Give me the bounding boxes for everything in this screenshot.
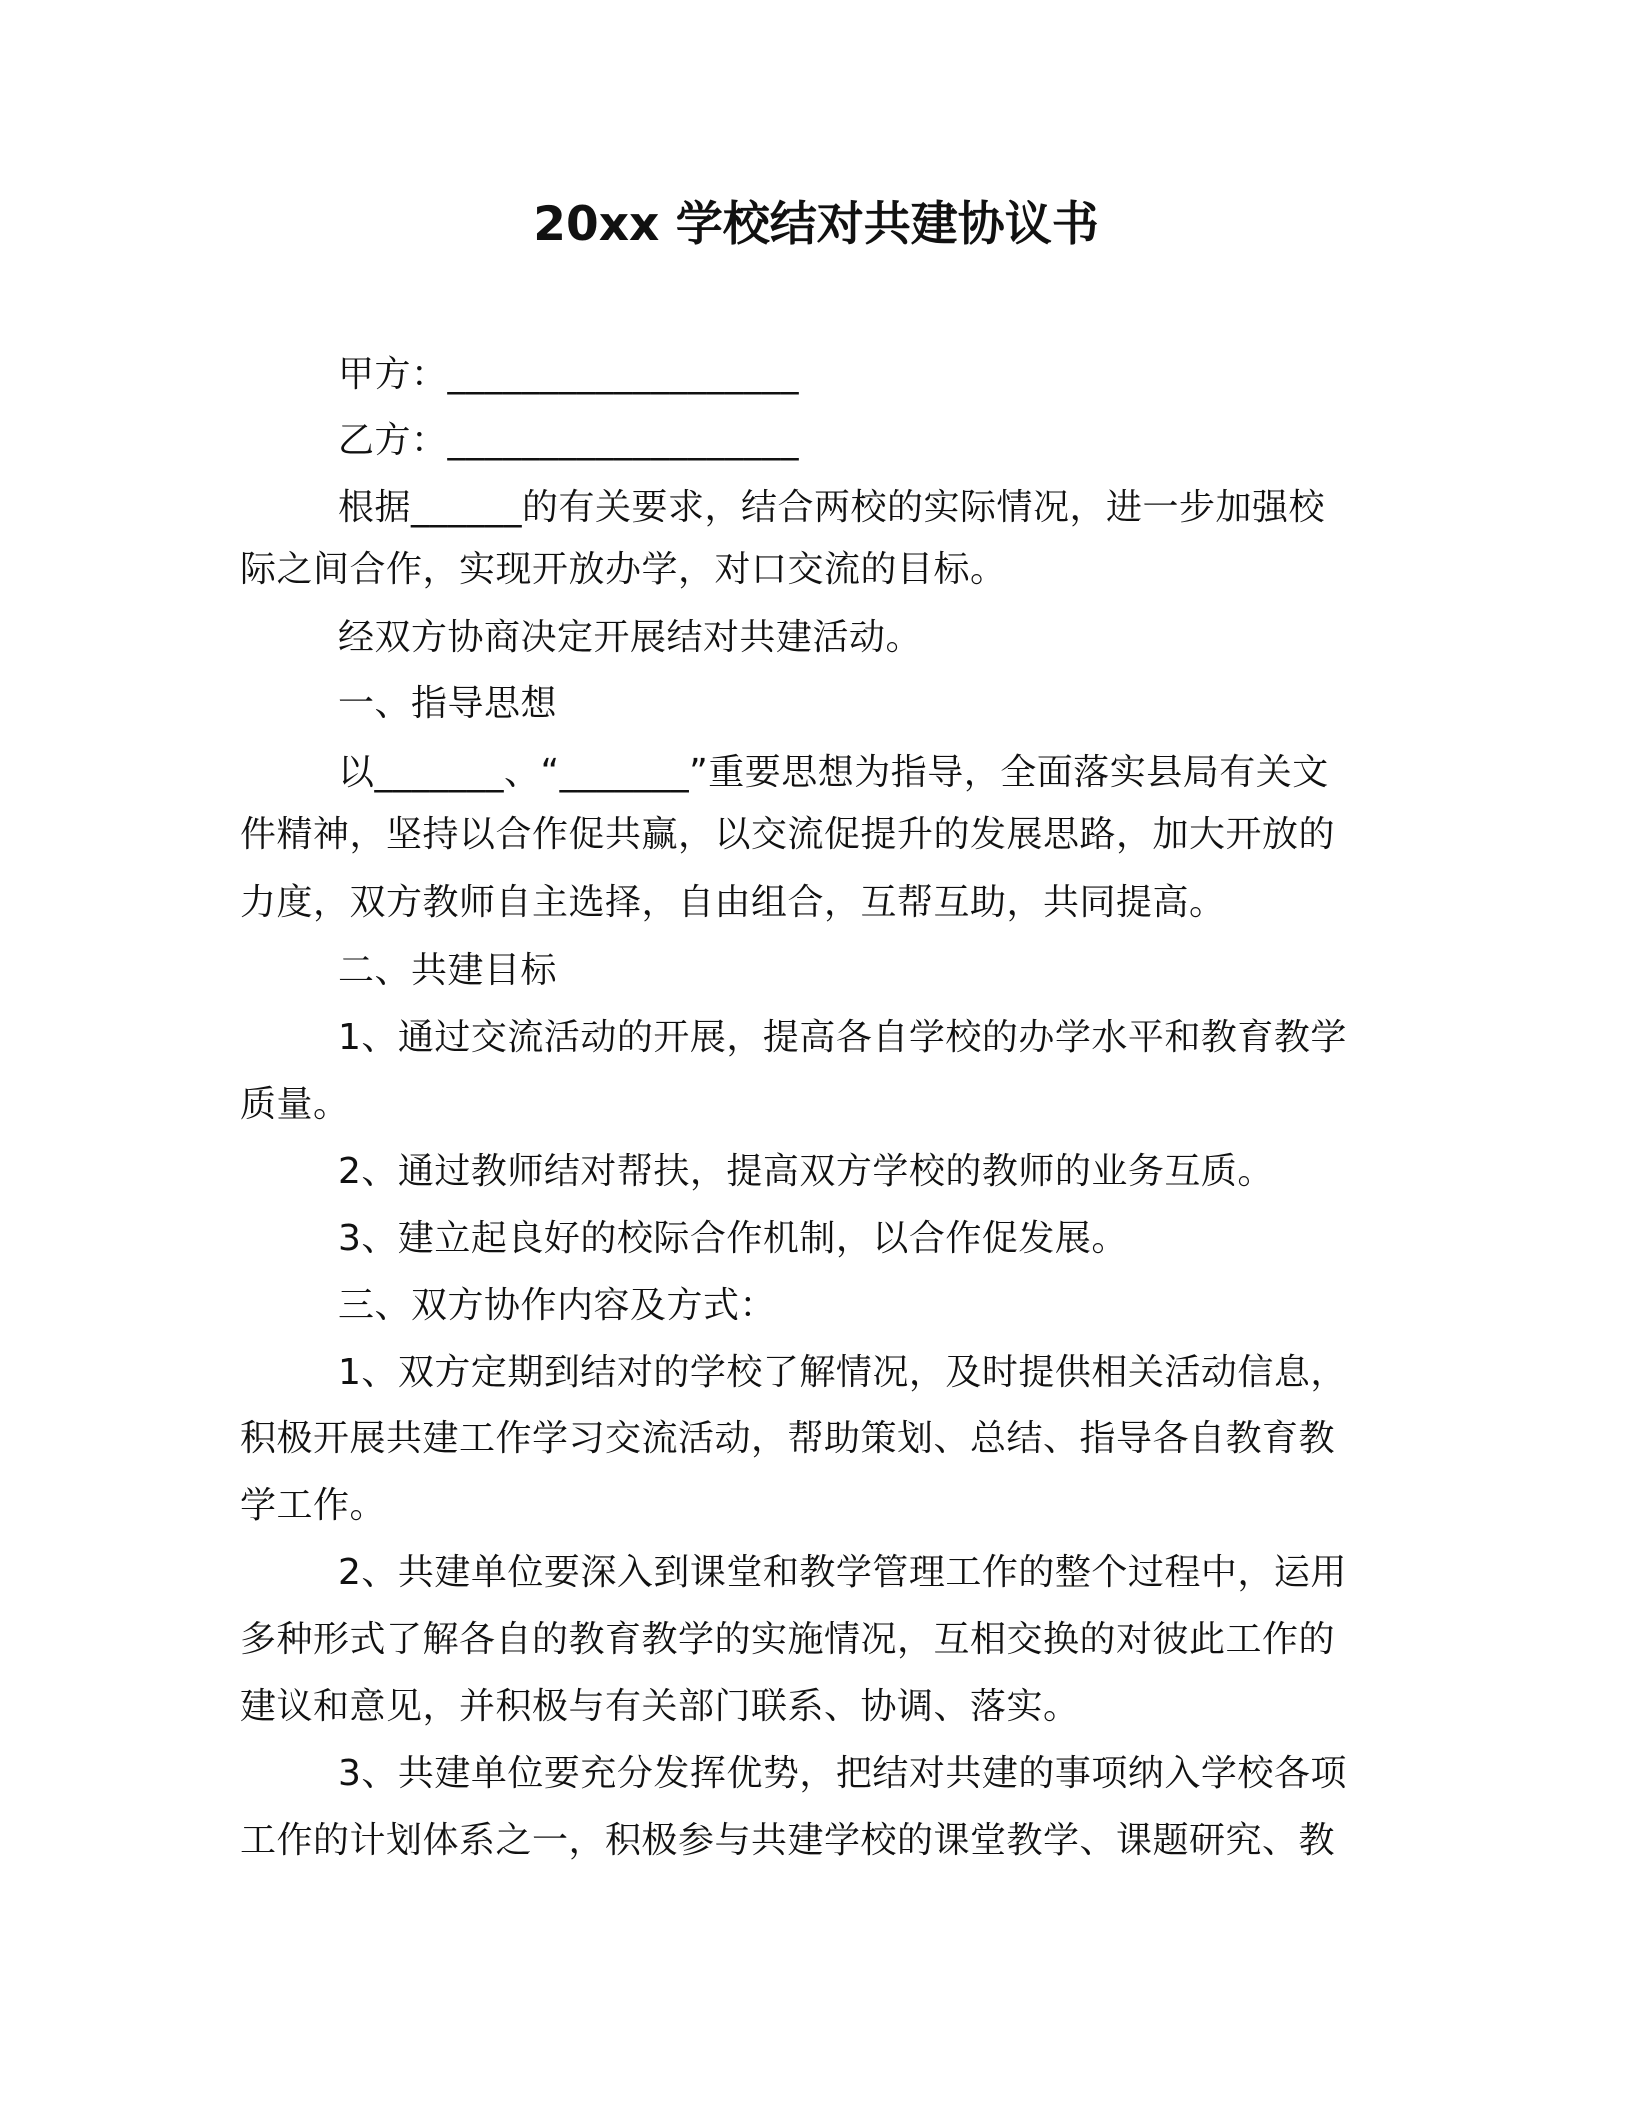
content-1-line-1: 1、双方定期到结对的学校了解情况，及时提供相关活动信息， xyxy=(338,1352,1347,1393)
content-3-line-1: 3、共建单位要充分发挥优势，把结对共建的事项纳入学校各项 xyxy=(338,1753,1347,1794)
content-2-line-2: 多种形式了解各自的教育教学的实施情况，互相交换的对彼此工作的 xyxy=(240,1619,1336,1660)
content-2-line-3: 建议和意见，并积极与有关部门联系、协调、落实。 xyxy=(240,1686,1080,1727)
content-1-line-2: 积极开展共建工作学习交流活动，帮助策划、总结、指导各自教育教 xyxy=(240,1418,1336,1459)
party-b-line: 乙方：___________________ xyxy=(338,420,800,461)
intro-line-2: 际之间合作，实现开放办学，对口交流的目标。 xyxy=(240,549,1007,590)
decision-line: 经双方协商决定开展结对共建活动。 xyxy=(338,617,923,658)
section-3-heading: 三、双方协作内容及方式： xyxy=(338,1285,777,1326)
goal-3-line: 3、建立起良好的校际合作机制，以合作促发展。 xyxy=(338,1218,1128,1259)
party-a-line: 甲方：___________________ xyxy=(338,354,800,395)
section-1-heading: 一、指导思想 xyxy=(338,683,558,724)
content-1-line-3: 学工作。 xyxy=(240,1485,387,1526)
content-3-line-2: 工作的计划体系之一，积极参与共建学校的课堂教学、课题研究、教 xyxy=(240,1820,1336,1861)
section-1-line-3: 力度，双方教师自主选择，自由组合，互帮互助，共同提高。 xyxy=(240,882,1226,923)
document-title: 20xx 学校结对共建协议书 xyxy=(533,197,1099,252)
content-2-line-1: 2、共建单位要深入到课堂和教学管理工作的整个过程中，运用 xyxy=(338,1552,1347,1593)
intro-line-1: 根据______的有关要求，结合两校的实际情况，进一步加强校 xyxy=(338,487,1326,528)
section-1-line-1: 以_______、“_______”重要思想为指导，全面落实县局有关文 xyxy=(338,752,1329,793)
section-1-line-2: 件精神，坚持以合作促共赢，以交流促提升的发展思路，加大开放的 xyxy=(240,814,1336,855)
section-2-heading: 二、共建目标 xyxy=(338,950,558,991)
goal-2-line: 2、通过教师结对帮扶，提高双方学校的教师的业务互质。 xyxy=(338,1151,1274,1192)
goal-1-line-1: 1、通过交流活动的开展，提高各自学校的办学水平和教育教学 xyxy=(338,1017,1347,1058)
goal-1-line-2: 质量。 xyxy=(240,1084,350,1125)
